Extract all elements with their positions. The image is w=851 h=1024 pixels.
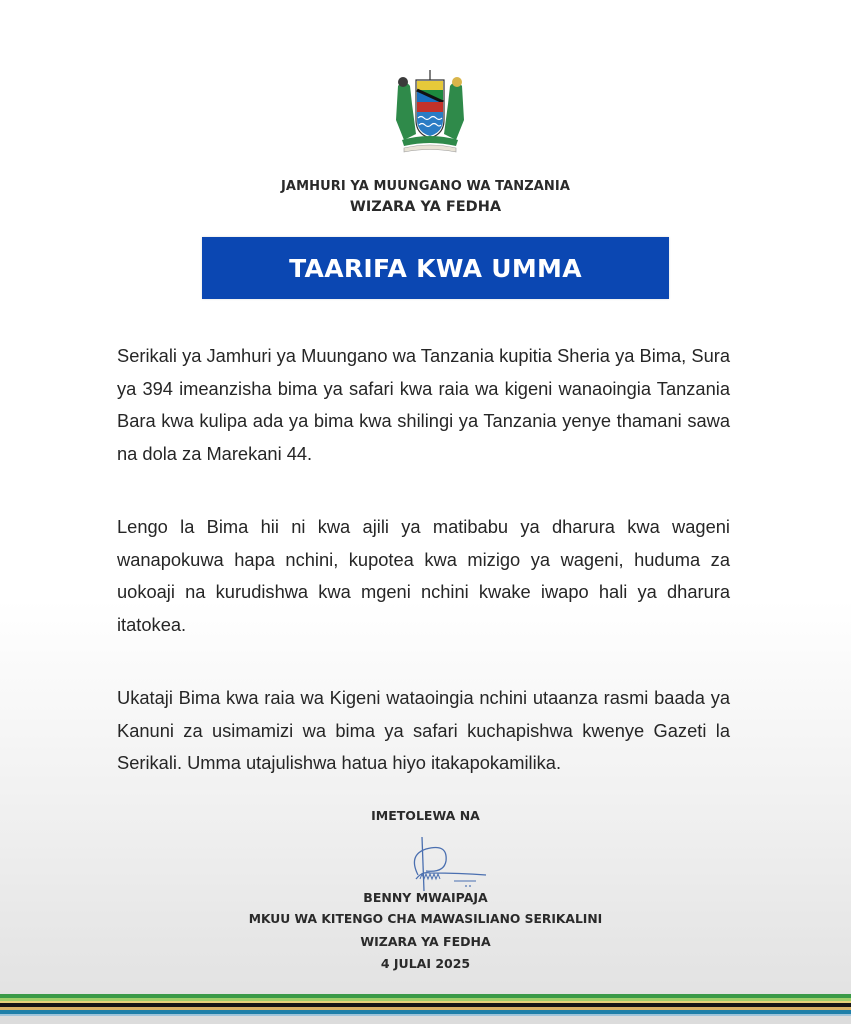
flag-stripes-footer [0,992,851,1024]
paragraph-2: Lengo la Bima hii ni kwa ajili ya matibabu ya dharura kwa wageni wanapokuwa hapa nchini, kupotea kwa mizigo ya wageni, huduma za uokoaji na kurudishwa kwa mgeni nchini kwake iwapo hali ya dharura itatokea. [117,516,730,635]
signature-image [392,835,492,893]
signatory-title: MKUU WA KITENGO CHA MAWASILIANO SERIKALINI [248,912,603,926]
header-republic: JAMHURI YA MUUNGANO WA TANZANIA [280,179,571,194]
stripe-bottom-margin [0,1016,851,1024]
paragraph-1: Serikali ya Jamhuri ya Muungano wa Tanzania kupitia Sheria ya Bima, Sura ya 394 imeanzisha bima ya safari kwa raia wa kigeni wanaoingia Tanzania Bara kwa kulipa ada ya bima kwa shilingi ya Tanzania yenye thamani sawa na dola za Marekani 44. [117,345,730,464]
issued-by-label: IMETOLEWA NA [371,808,480,823]
signatory-ministry: WIZARA YA FEDHA [360,934,491,949]
header-ministry: WIZARA YA FEDHA [349,199,502,215]
banner-title: TAARIFA KWA UMMA [289,253,582,283]
signatory-name: BENNY MWAIPAJA [363,890,488,905]
paragraph-3: Ukataji Bima kwa raia wa Kigeni wataoingia nchini utaanza rasmi baada ya Kanuni za usimamizi wa bima ya safari kuchapishwa kwenye Gazeti la Serikali. Umma utajulishwa hatua hiyo itakapokamilika. [117,687,730,773]
notice-banner [202,237,669,299]
coat-of-arms-emblem [388,66,472,158]
issue-date: 4 JULAI 2025 [380,956,471,971]
